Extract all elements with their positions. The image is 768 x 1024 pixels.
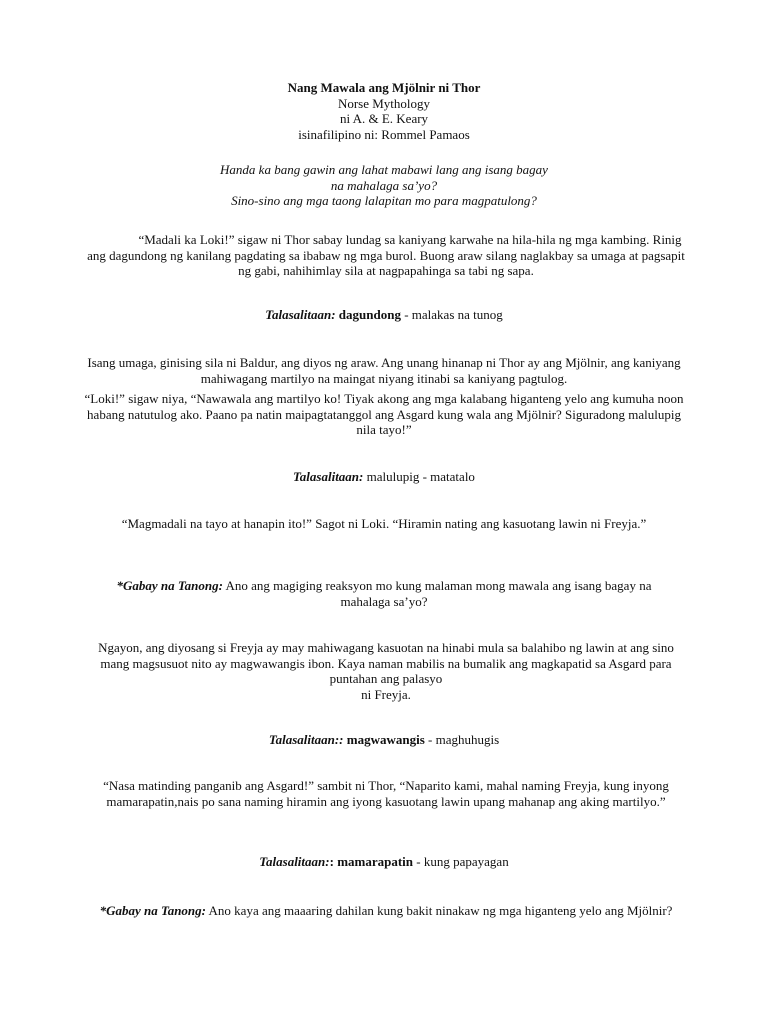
vocab-line [80,469,688,485]
paragraph-6 [88,778,684,809]
intro-line: na mahalaga sa’yo? [330,177,438,193]
paragraph-1 [86,232,686,279]
vocab-definition: - maghuhugis [424,732,500,747]
story-author: ni A. & E. Keary [339,111,429,126]
vocab-word: magwawangis [346,732,425,747]
paragraph-3 [82,391,686,438]
paragraph-text: “Madali ka Loki!” sigaw ni Thor sabay lundag sa kaniyang karwahe na hila-hila ng mga kambing. Rinig ang dagundong ng kanilang pagdating sa ibabaw ng mga burol. Buong araw silang naglakbay sa umaga at pagsapit ng gabi, nahihimlay sila at nagpapahinga sa tabi ng sapa. [87,232,685,278]
paragraph-text: ni Freyja. [361,686,411,702]
guide-label: *Gabay na Tanong: [99,903,206,918]
vocab-label: Talasalitaan:: [268,732,344,747]
guide-line [96,578,672,609]
guide-text: Ano kaya ang maaaring dahilan kung bakit ninakaw ng mga higanteng yelo ang Mjölnir? [206,903,673,918]
paragraph-5 [86,640,686,702]
paragraph-4 [100,516,668,532]
paragraph-text: Ngayon, ang diyosang si Freyja ay may mahiwagang kasuotan na hinabi mula sa balahibo ng lawin at ang sino mang magsusuot nito ay magwawangis ibon. Kaya naman mabilis na bumalik ang magkapatid sa Asgard para puntahan ang palasyo [98,640,674,686]
paragraph-text: “Magmadali na tayo at hanapin ito!” Sagot ni Loki. “Hiramin nating ang kasuotang lawin ni Freyja.” [121,516,647,531]
vocab-word: dagundong [338,307,401,322]
paragraph-2 [82,355,686,386]
intro-line: Sino-sino ang mga taong lalapitan mo para magpatulong? [231,193,537,208]
intro-questions [80,162,688,209]
intro-line: Handa ka bang gawin ang lahat mabawi lang ang isang bagay [220,162,548,177]
paragraph-text: Isang umaga, ginising sila ni Baldur, ang diyos ng araw. Ang unang hinanap ni Thor ay ang Mjölnir, ang kaniyang mahiwagang martilyo na maingat niyang itinabi sa kaniyang pagtulog. [87,355,681,386]
vocab-4 [80,854,688,870]
guide-label: *Gabay na Tanong: [116,578,223,593]
vocab-label: Talasalitaan: [293,469,364,484]
vocab-line [80,854,688,870]
paragraph-text: “Nasa matinding panganib ang Asgard!” sambit ni Thor, “Naparito kami, mahal naming Freyja, kung inyong mamarapatin,nais po sana naming hiramin ang iyong kasuotang lawin upang mahanap ang aking martilyo.” [103,778,669,809]
title-block [80,80,688,142]
paragraph-text: “Loki!” sigaw niya, “Nawawala ang martilyo ko! Tiyak akong ang mga kalabang higanteng yelo ang kumuha noon habang natutulog ako. Paano pa natin maipagtatanggol ang Asgard kung wala ang Mjölnir? Siguradong malulupig nila tayo!” [84,391,684,437]
vocab-label: Talasalitaan: [265,307,336,322]
vocab-word: : mamarapatin [329,854,414,869]
vocab-definition: - malakas na tunog [400,307,503,322]
story-subtitle: Norse Mythology [337,95,431,111]
guide-text: Ano ang magiging reaksyon mo kung malaman mong mawala ang isang bagay na mahalaga sa’yo? [222,578,652,609]
vocab-word: malulupig [366,469,420,484]
guide-question-1 [96,578,672,609]
story-translator: isinafilipino ni: Rommel Pamaos [298,126,470,142]
vocab-3 [80,732,688,748]
vocab-definition: - matatalo [419,469,475,484]
guide-line [86,903,686,919]
guide-question-2 [86,903,686,919]
vocab-2 [80,469,688,485]
vocab-label: Talasalitaan: [259,854,330,869]
vocab-line [80,307,688,323]
vocab-line [80,732,688,748]
vocab-definition: - kung papayagan [413,854,509,869]
vocab-1 [80,307,688,323]
story-title: Nang Mawala ang Mjölnir ni Thor [287,80,481,95]
